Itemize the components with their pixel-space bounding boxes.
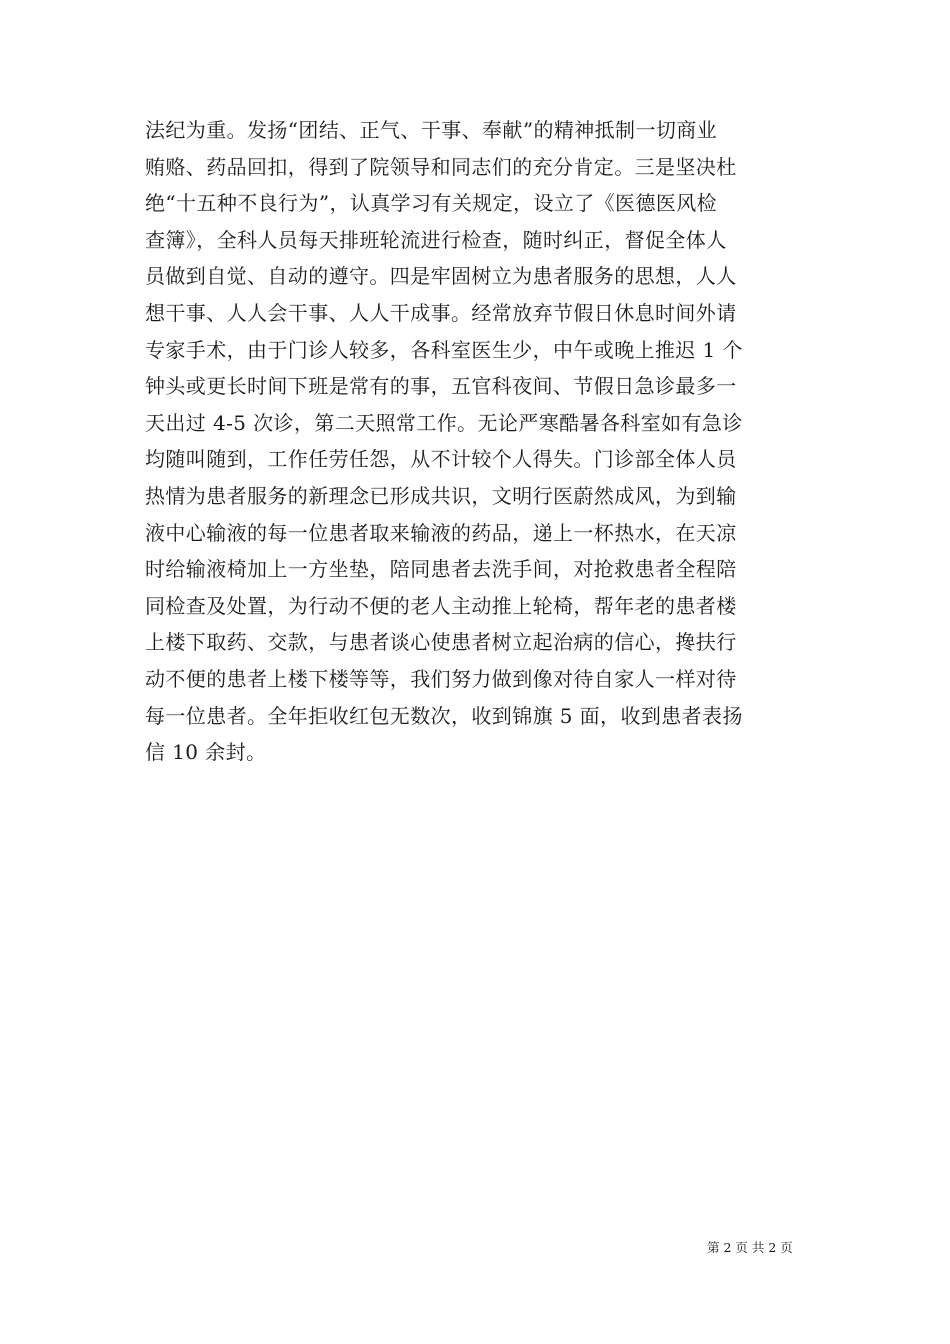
- text-line: 信 10 余封。: [145, 740, 267, 765]
- text-line: 专家手术，由于门诊人较多，各科室医生少，中午或晚上推迟 1 个: [145, 337, 743, 362]
- text-line: 贿赂、药品回扣，得到了院领导和同志们的充分肯定。三是坚决杜: [145, 154, 737, 179]
- text-line: 天出过 4-5 次诊，第二天照常工作。无论严寒酷暑各科室如有急诊: [145, 410, 743, 435]
- text-line: 想干事、人人会干事、人人干成事。经常放弃节假日休息时间外请: [145, 300, 737, 325]
- text-line: 均随叫随到，工作任劳任怨，从不计较个人得失。门诊部全体人员: [145, 447, 737, 472]
- text-line: 同检查及处置，为行动不便的老人主动推上轮椅，帮年老的患者楼: [145, 593, 737, 618]
- text-line: 员做到自觉、自动的遵守。四是牢固树立为患者服务的思想，人人: [145, 264, 737, 289]
- text-line: 每一位患者。全年拒收红包无数次，收到锦旗 5 面，收到患者表扬: [145, 703, 743, 728]
- text-line: 钟头或更长时间下班是常有的事，五官科夜间、节假日急诊最多一: [145, 374, 737, 399]
- text-line: 法纪为重。发扬“团结、正气、干事、奉献”的精神抵制一切商业: [145, 118, 718, 142]
- text-line: 液中心输液的每一位患者取来输液的药品，递上一杯热水，在天凉: [145, 520, 737, 545]
- text-line: 时给输液椅加上一方坐垫，陪同患者去洗手间，对抢救患者全程陪: [145, 557, 737, 582]
- text-line: 绝“十五种不良行为”，认真学习有关规定，设立了《医德医风检: [145, 191, 718, 216]
- text-line: 上楼下取药、交款，与患者谈心使患者树立起治病的信心，搀扶行: [145, 630, 737, 655]
- text-line: 热情为患者服务的新理念已形成共识，文明行医蔚然成风，为到输: [145, 483, 737, 508]
- text-line: 查簿》，全科人员每天排班轮流进行检查，随时纠正，督促全体人: [145, 227, 727, 252]
- text-line: 动不便的患者上楼下楼等等，我们努力做到像对待自家人一样对待: [145, 666, 737, 691]
- body-paragraph: [145, 112, 815, 771]
- page-number: 第 2 页 共 2 页: [707, 1240, 793, 1255]
